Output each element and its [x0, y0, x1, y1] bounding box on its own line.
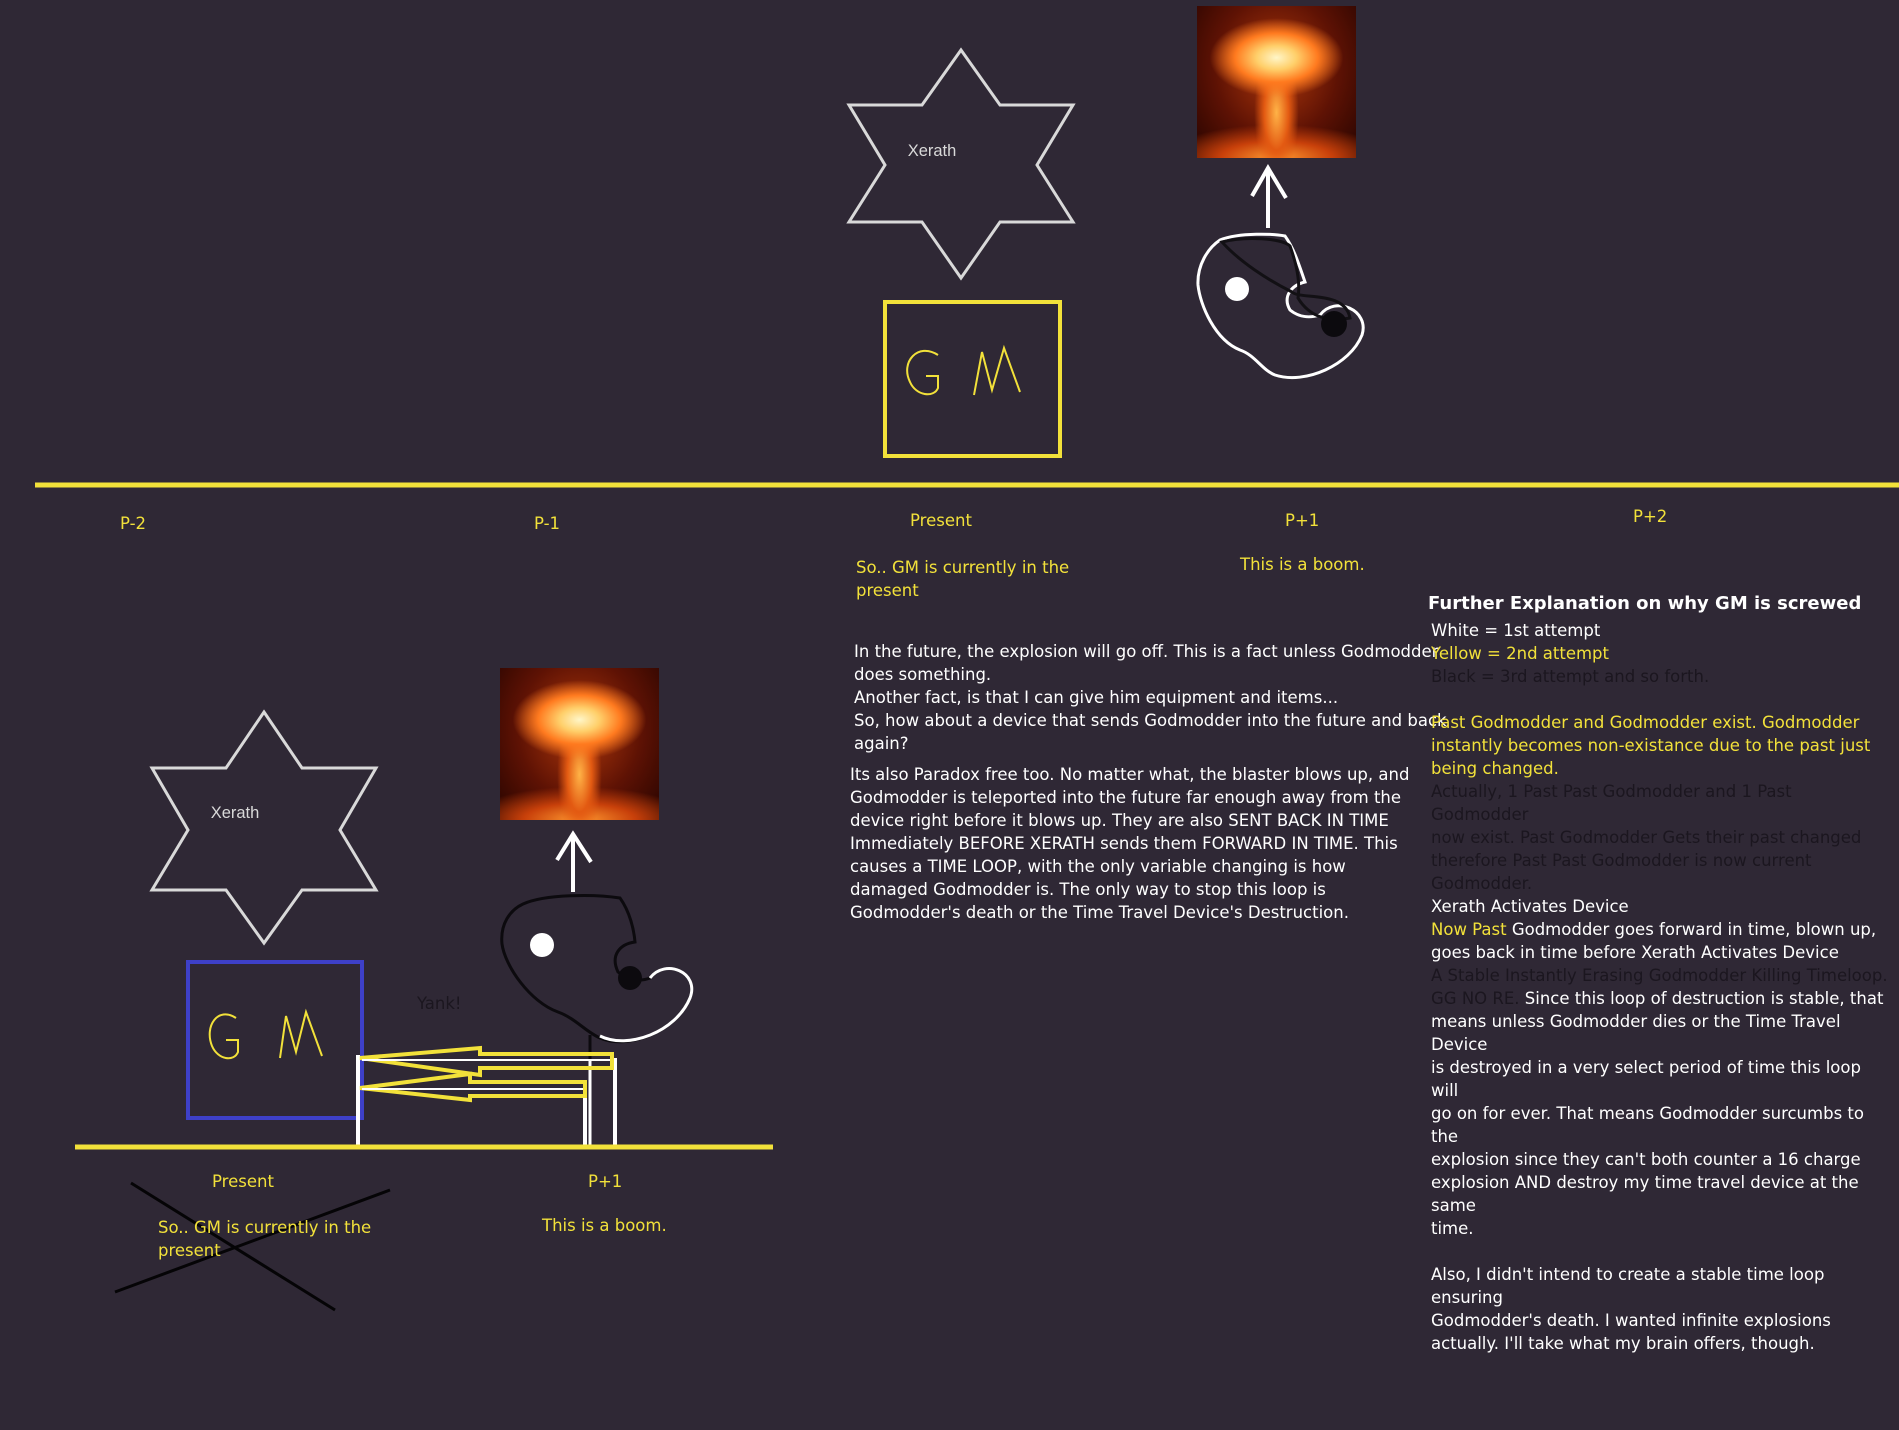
- present-note: So.. GM is currently in the present: [856, 558, 1070, 600]
- text-line: device right before it blows up. They are also SENT BACK IN TIME: [850, 811, 1389, 830]
- white-line: time.: [1431, 1219, 1474, 1238]
- xerath-label-top: Xerath: [907, 142, 957, 160]
- timeline-label-present: Present: [910, 511, 972, 530]
- now-past-label: Now Past: [1431, 920, 1507, 939]
- bottom-label-p+1: P+1: [588, 1172, 623, 1191]
- timeline-label-p+1: P+1: [1285, 511, 1320, 530]
- black-line: now exist. Past Godmodder Gets their past changed: [1431, 828, 1862, 847]
- up-arrow-bottom: [557, 834, 591, 892]
- boom-note: This is a boom.: [1240, 555, 1365, 574]
- black-line: Godmodder.: [1431, 874, 1533, 893]
- forward-text: Godmodder goes forward in time, blown up,: [1506, 920, 1877, 939]
- timeline-label-p-1: P-1: [534, 514, 561, 533]
- yank-arrows: [358, 1048, 615, 1148]
- legend-white: White = 1st attempt: [1431, 621, 1601, 640]
- white-line: go on for ever. That means Godmodder surcumbs to the: [1431, 1104, 1864, 1146]
- main-paragraph-1: [854, 640, 1447, 755]
- explosion-image-top: [1197, 6, 1356, 158]
- yellow-line: instantly becomes non-existance due to the past just: [1431, 736, 1871, 755]
- explanation-heading: Further Explanation on why GM is screwed: [1428, 593, 1862, 614]
- text-line: In the future, the explosion will go off. This is a fact unless Godmodder: [854, 642, 1439, 661]
- gm-box-top: [885, 302, 1060, 456]
- final-line: Also, I didn't intend to create a stable time loop ensuring: [1431, 1265, 1825, 1307]
- text-line: Godmodder's death or the Time Travel Device's Destruction.: [850, 903, 1349, 922]
- white-line: explosion since they can't both counter a 16 charge: [1431, 1150, 1861, 1169]
- forward-line-2: goes back in time before Xerath Activates Device: [1431, 943, 1839, 962]
- yellow-line: Past Godmodder and Godmodder exist. Godmodder: [1431, 713, 1860, 732]
- timeline-label-p-2: P-2: [120, 514, 147, 533]
- text-line: again?: [854, 734, 909, 753]
- explosion-image-bottom: [500, 668, 659, 820]
- yank-label: Yank!: [417, 994, 462, 1013]
- black-line: Actually, 1 Past Past Godmodder and 1 Past Godmodder: [1431, 782, 1792, 824]
- text-line: Godmodder is teleported into the future far enough away from the: [850, 788, 1402, 807]
- legend-black: Black = 3rd attempt and so forth.: [1431, 667, 1710, 686]
- text-line: damaged Godmodder is. The only way to stop this loop is: [850, 880, 1326, 899]
- bottom-boom-note: This is a boom.: [542, 1216, 667, 1235]
- activates-line: Xerath Activates Device: [1431, 897, 1629, 916]
- stable-loop-line: A Stable Instantly Erasing Godmodder Killing Timeloop.: [1431, 966, 1888, 985]
- timeline-label-p+2: P+2: [1633, 507, 1668, 526]
- gm-box-bottom: [188, 962, 362, 1118]
- text-line: Another fact, is that I can give him equipment and items...: [854, 688, 1339, 707]
- legend-yellow: Yellow = 2nd attempt: [1431, 644, 1610, 663]
- up-arrow-top: [1252, 168, 1286, 228]
- crossed-present-note: So.. GM is currently in the present: [158, 1218, 372, 1260]
- white-line: is destroyed in a very select period of time this loop will: [1431, 1058, 1861, 1100]
- text-line: So, how about a device that sends Godmodder into the future and back: [854, 711, 1447, 730]
- final-line: actually. I'll take what my brain offers, though.: [1431, 1334, 1815, 1353]
- xerath-label-bottom: Xerath: [210, 804, 260, 822]
- gg-line: [1428, 987, 1888, 1010]
- white-line: explosion AND destroy my time travel device at the same: [1431, 1173, 1859, 1215]
- text-line: causes a TIME LOOP, with the only variable changing is how: [850, 857, 1346, 876]
- final-line: Godmodder's death. I wanted infinite explosions: [1431, 1311, 1831, 1330]
- gm-letters-top: [907, 348, 1020, 395]
- now-past-line: [1428, 918, 1888, 941]
- bottom-label-present: Present: [212, 1172, 274, 1191]
- godmodder-creature-bottom: [502, 896, 692, 1148]
- since-text: Since this loop of destruction is stable, that: [1519, 989, 1884, 1008]
- gg-label: GG NO RE.: [1431, 989, 1520, 1008]
- godmodder-creature-top: [1198, 234, 1363, 377]
- text-line: Immediately BEFORE XERATH sends them FORWARD IN TIME. This: [850, 834, 1398, 853]
- text-line: does something.: [854, 665, 992, 684]
- text-line: Its also Paradox free too. No matter what, the blaster blows up, and: [850, 765, 1410, 784]
- black-line: therefore Past Past Godmodder is now current: [1431, 851, 1812, 870]
- xerath-star-bottom: [152, 712, 376, 943]
- white-line: means unless Godmodder dies or the Time Travel Device: [1431, 1012, 1841, 1054]
- yellow-line: being changed.: [1431, 759, 1559, 778]
- gm-letters-bottom: [210, 1012, 322, 1058]
- xerath-star-top: [849, 50, 1073, 278]
- main-paragraph-2: [850, 763, 1409, 924]
- explanation-panel: [1428, 592, 1888, 1355]
